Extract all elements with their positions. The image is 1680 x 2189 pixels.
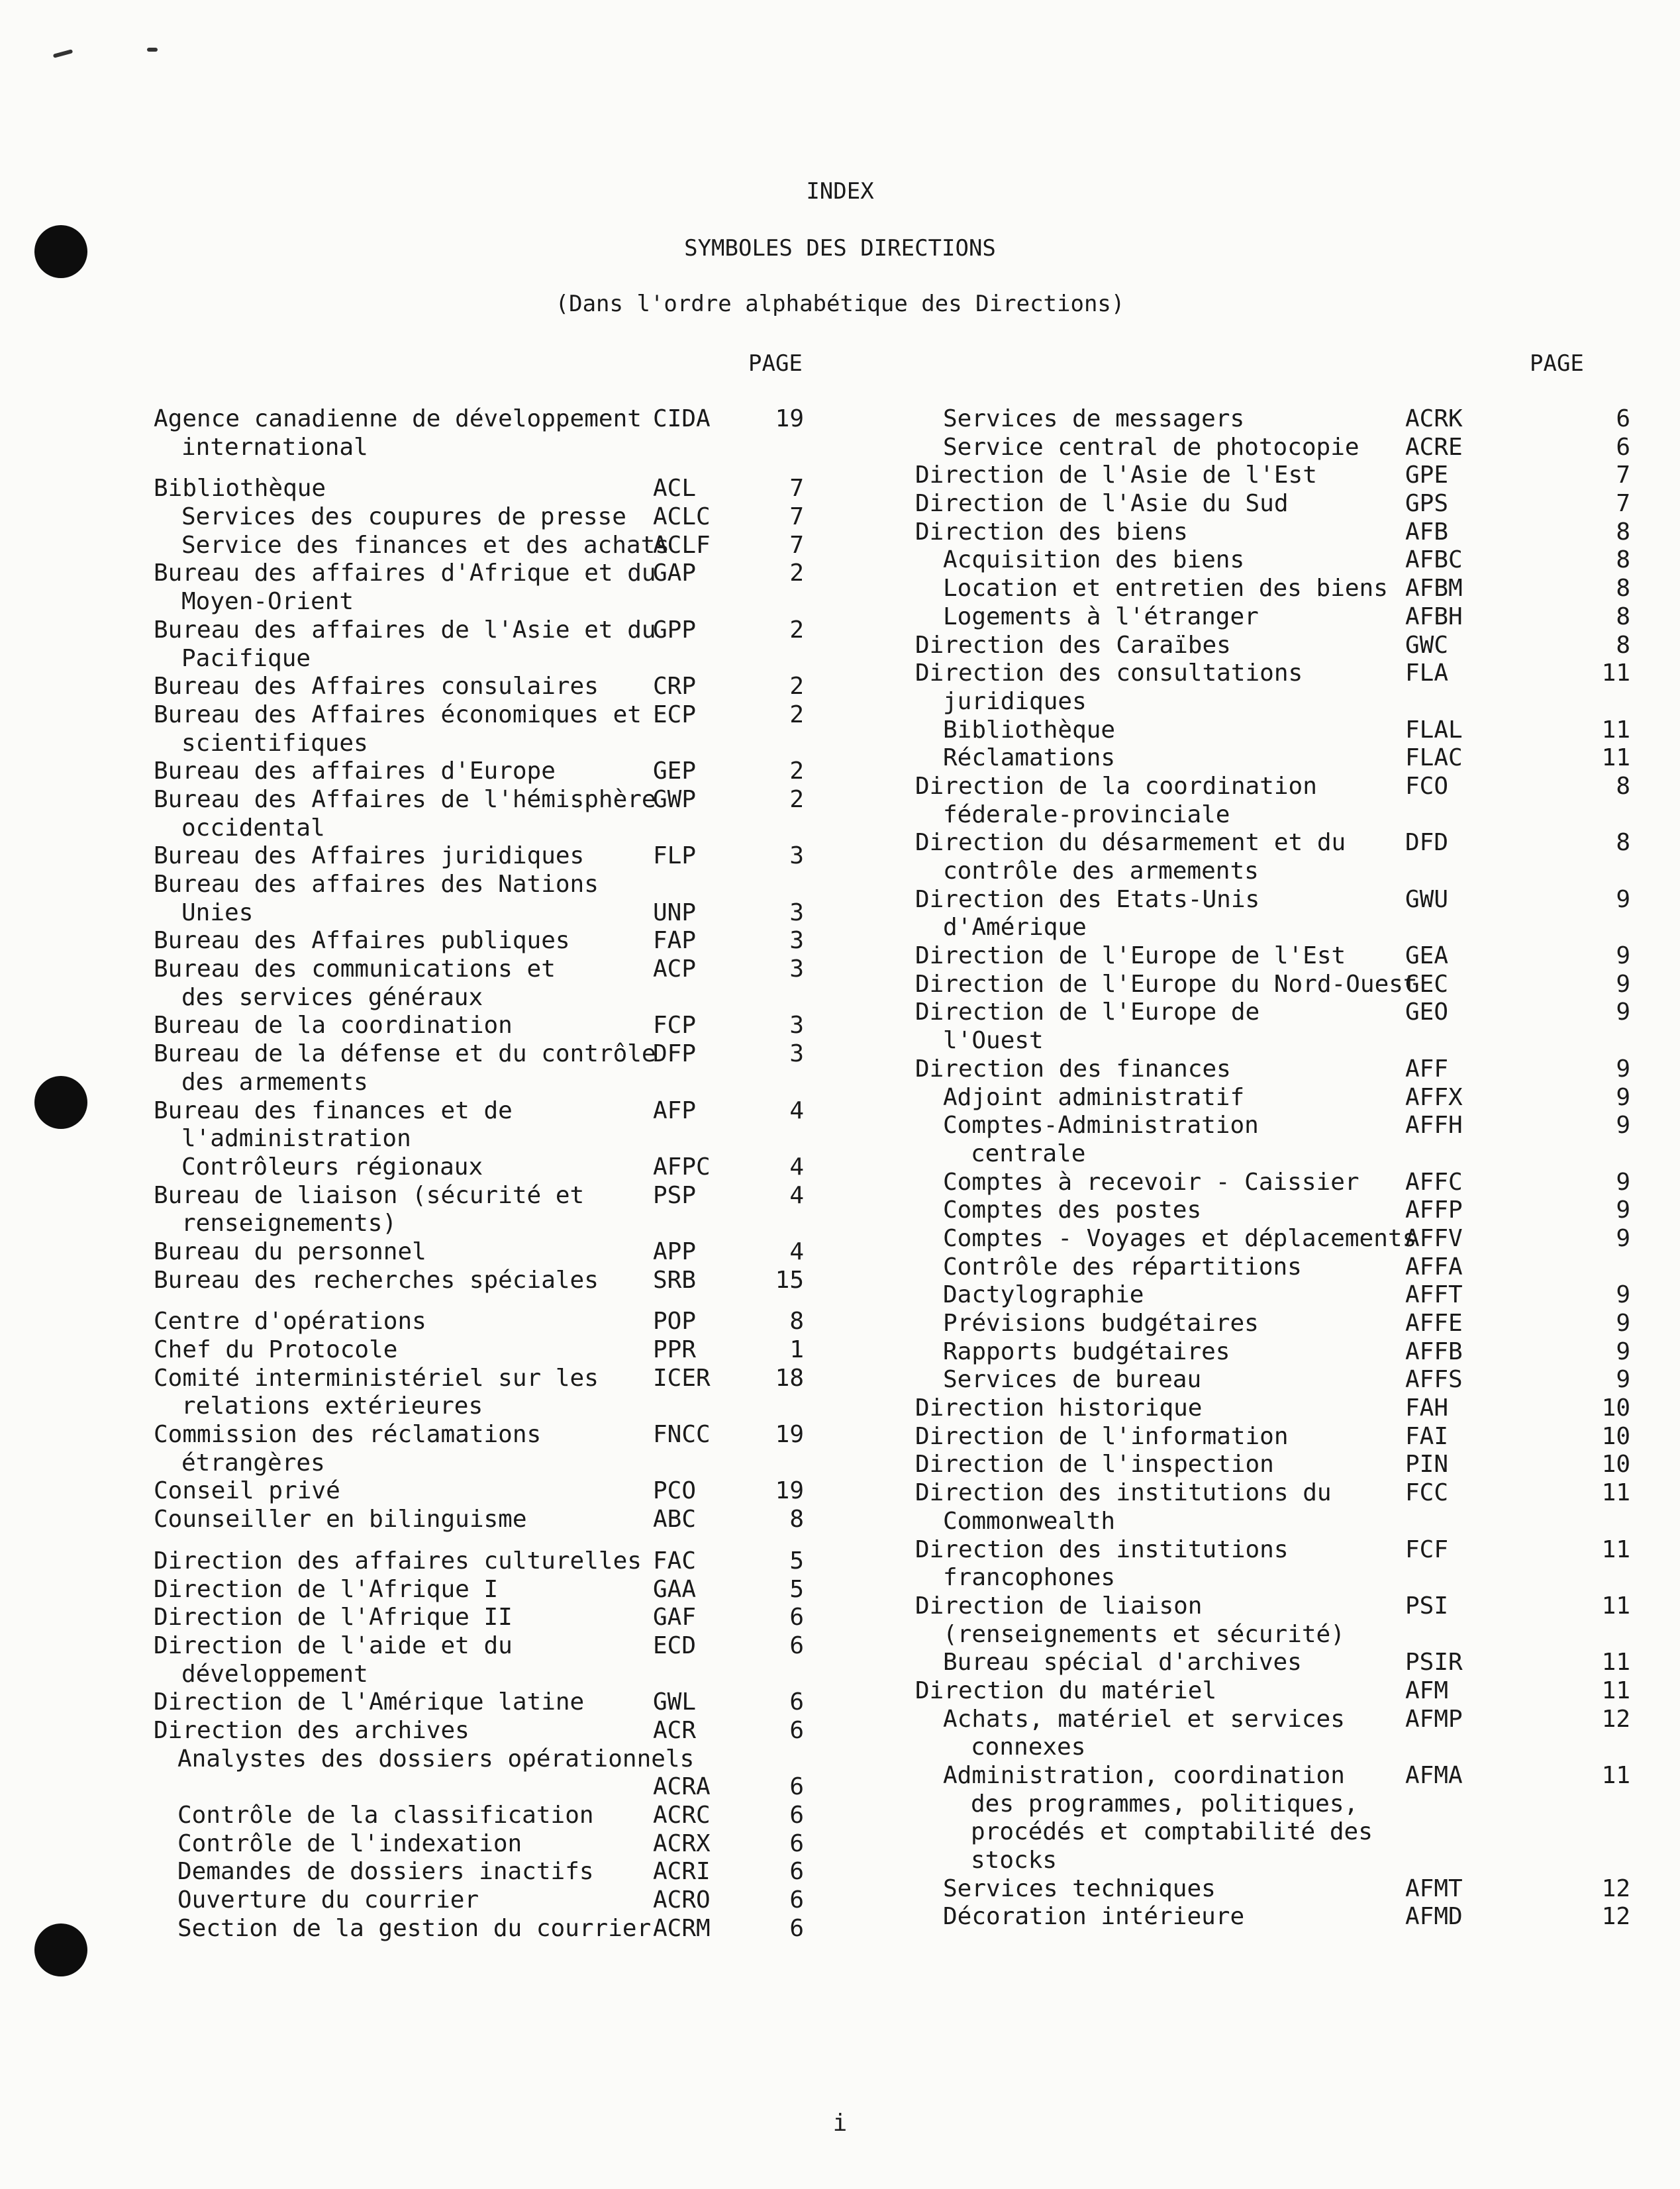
entry-label: Direction de l'Europe de <box>915 998 1260 1026</box>
entry-label: Location et entretien des biens <box>943 575 1388 603</box>
entry-label: Bureau de la coordination <box>154 1012 513 1040</box>
entry-symbol: AFP <box>653 1096 697 1124</box>
entry-label: Comptes à recevoir - Caissier <box>943 1168 1359 1196</box>
entry-page: 2 <box>789 757 804 785</box>
entry-symbol: ABC <box>653 1506 697 1533</box>
page-column-header-left: PAGE <box>748 350 803 377</box>
entry-label: Bureau de la défense et du contrôle <box>154 1040 656 1068</box>
entry-symbol: FLAL <box>1405 716 1463 744</box>
entry-symbol: DFD <box>1405 829 1449 857</box>
scan-mark <box>147 48 158 52</box>
entry-label: juridiques <box>943 687 1087 715</box>
entry-label: Contrôleurs régionaux <box>181 1153 483 1181</box>
entry-symbol: GWC <box>1405 631 1449 659</box>
entry-symbol: ACRM <box>653 1914 711 1942</box>
entry-symbol: PSP <box>653 1181 697 1209</box>
entry-page: 9 <box>1616 1281 1630 1309</box>
entry-symbol: ACRI <box>653 1858 711 1886</box>
entry-label: féderale-provinciale <box>943 801 1230 828</box>
entry-label: Section de la gestion du courrier <box>177 1914 652 1942</box>
entry-label: Direction des institutions du <box>915 1479 1332 1507</box>
entry-page: 3 <box>789 842 804 870</box>
entry-page: 6 <box>789 1802 804 1829</box>
entry-page: 8 <box>1616 631 1630 659</box>
entry-page: 2 <box>789 673 804 701</box>
entry-label: Bureau des affaires d'Afrique et du <box>154 559 656 587</box>
punch-hole-bottom <box>34 1923 87 1976</box>
entry-label: contrôle des armements <box>943 857 1259 885</box>
entry-symbol: GWL <box>653 1688 697 1716</box>
entry-symbol: AFMT <box>1405 1874 1463 1902</box>
entry-page: 2 <box>789 616 804 644</box>
entry-symbol: GEA <box>1405 942 1449 970</box>
entry-symbol: FCC <box>1405 1479 1449 1507</box>
entry-page: 9 <box>1616 1196 1630 1224</box>
entry-symbol: FCP <box>653 1012 697 1040</box>
scan-mark <box>53 49 74 58</box>
entry-symbol: GAA <box>653 1575 697 1603</box>
entry-page: 15 <box>775 1266 804 1294</box>
entry-label: l'administration <box>181 1125 411 1153</box>
page-title: INDEX <box>806 178 874 205</box>
entry-symbol: AFMP <box>1405 1705 1463 1733</box>
entry-label: Direction de l'Europe du Nord-Ouest <box>915 970 1418 998</box>
entry-page: 6 <box>789 1716 804 1744</box>
entry-label: Direction de la coordination <box>915 772 1317 800</box>
entry-symbol: GPP <box>653 616 697 644</box>
entry-label: Direction de liaison <box>915 1592 1203 1620</box>
entry-label: Direction de l'Asie du Sud <box>915 490 1289 518</box>
entry-page: 8 <box>1616 546 1630 574</box>
entry-label: Direction des Etats-Unis <box>915 885 1260 913</box>
entry-label: Centre d'opérations <box>154 1308 426 1336</box>
entry-page: 6 <box>789 1858 804 1886</box>
entry-page: 7 <box>789 475 804 503</box>
entry-label: Direction des consultations <box>915 659 1303 687</box>
entry-page: 19 <box>775 1421 804 1449</box>
entry-symbol: GWU <box>1405 885 1449 913</box>
entry-page: 7 <box>789 531 804 559</box>
entry-label: d'Amérique <box>943 914 1087 942</box>
entry-symbol: SRB <box>653 1266 697 1294</box>
entry-label: Conseil privé <box>154 1477 340 1505</box>
entry-page: 8 <box>1616 518 1630 546</box>
entry-page: 11 <box>1601 659 1630 687</box>
entry-page: 9 <box>1616 1366 1630 1394</box>
entry-label: Bureau des finances et de <box>154 1096 513 1124</box>
entry-symbol: AFF <box>1405 1055 1449 1083</box>
entry-label: Bureau des Affaires juridiques <box>154 842 585 870</box>
entry-symbol: FAP <box>653 927 697 955</box>
entry-page: 6 <box>1616 405 1630 432</box>
entry-symbol: AFFC <box>1405 1168 1463 1196</box>
entry-symbol: POP <box>653 1308 697 1336</box>
entry-label: Bureau des Affaires économiques et <box>154 701 642 728</box>
entry-label: Dactylographie <box>943 1281 1144 1309</box>
entry-label: Bibliothèque <box>943 716 1116 744</box>
entry-label: Demandes de dossiers inactifs <box>177 1858 594 1886</box>
entry-page: 19 <box>775 1477 804 1505</box>
entry-label: Direction des institutions <box>915 1535 1289 1563</box>
entry-symbol: CRP <box>653 673 697 701</box>
entry-symbol: ICER <box>653 1364 711 1392</box>
entry-label: scientifiques <box>181 729 368 757</box>
entry-label: Direction du désarmement et du <box>915 829 1346 857</box>
entry-label: des services généraux <box>181 983 483 1011</box>
entry-page: 11 <box>1601 1762 1630 1789</box>
entry-symbol: FNCC <box>653 1421 711 1449</box>
entry-label: étrangères <box>181 1449 325 1477</box>
entry-label: Direction de l'information <box>915 1422 1289 1450</box>
entry-page: 11 <box>1601 1677 1630 1704</box>
entry-page: 11 <box>1601 1535 1630 1563</box>
entry-symbol: UNP <box>653 899 697 926</box>
entry-page: 11 <box>1601 1649 1630 1677</box>
entry-page: 9 <box>1616 1055 1630 1083</box>
entry-page: 9 <box>1616 970 1630 998</box>
entry-symbol: GEO <box>1405 998 1449 1026</box>
entry-label: Bureau des Affaires publiques <box>154 927 570 955</box>
entry-page: 9 <box>1616 1338 1630 1365</box>
entry-page: 2 <box>789 785 804 813</box>
entry-symbol: AFFT <box>1405 1281 1463 1309</box>
entry-symbol: FAC <box>653 1547 697 1575</box>
entry-label: occidental <box>181 814 325 842</box>
entry-symbol: AFFB <box>1405 1338 1463 1365</box>
entry-label: stocks <box>971 1847 1058 1874</box>
entry-page: 8 <box>1616 829 1630 857</box>
entry-label: Logements à l'étranger <box>943 603 1259 630</box>
entry-label: Prévisions budgétaires <box>943 1310 1259 1337</box>
entry-symbol: GEP <box>653 757 697 785</box>
entry-label: relations extérieures <box>181 1392 483 1420</box>
entry-label: Service central de photocopie <box>943 433 1359 461</box>
entry-label: Direction de l'inspection <box>915 1451 1274 1479</box>
entry-label: Chef du Protocole <box>154 1336 398 1363</box>
entry-symbol: ECD <box>653 1631 697 1659</box>
entry-label: Contrôle de l'indexation <box>177 1829 522 1857</box>
entry-label: Bureau de liaison (sécurité et <box>154 1181 585 1209</box>
entry-label: Direction de l'Afrique II <box>154 1604 513 1631</box>
entry-label: des programmes, politiques, <box>971 1790 1359 1818</box>
entry-label: développement <box>181 1660 368 1688</box>
page-subtitle: SYMBOLES DES DIRECTIONS <box>684 235 996 262</box>
entry-page: 8 <box>789 1506 804 1533</box>
entry-symbol: FLA <box>1405 659 1449 687</box>
entry-symbol: AFBH <box>1405 603 1463 630</box>
entry-page: 11 <box>1601 1592 1630 1620</box>
entry-label: Achats, matériel et services <box>943 1705 1345 1733</box>
entry-symbol: AFMA <box>1405 1762 1463 1789</box>
entry-page: 4 <box>789 1181 804 1209</box>
entry-label: Direction de l'aide et du <box>154 1631 513 1659</box>
entry-page: 4 <box>789 1096 804 1124</box>
entry-symbol: AFFV <box>1405 1224 1463 1252</box>
entry-page: 19 <box>775 405 804 432</box>
entry-page: 11 <box>1601 716 1630 744</box>
entry-symbol: ACRK <box>1405 405 1463 432</box>
entry-symbol: CIDA <box>653 405 711 432</box>
entry-label: Comptes-Administration <box>943 1112 1259 1140</box>
entry-page: 6 <box>789 1773 804 1801</box>
entry-label: Comptes des postes <box>943 1196 1202 1224</box>
entry-label: Moyen-Orient <box>181 588 354 616</box>
entry-label: Bureau des affaires d'Europe <box>154 757 556 785</box>
entry-symbol: FAH <box>1405 1394 1449 1422</box>
entry-symbol: ACLF <box>653 531 711 559</box>
entry-symbol: ACL <box>653 475 697 503</box>
entry-label: international <box>181 433 368 461</box>
entry-page: 6 <box>789 1914 804 1942</box>
entry-page: 5 <box>789 1547 804 1575</box>
entry-symbol: ECP <box>653 701 697 728</box>
entry-label: centrale <box>971 1140 1086 1167</box>
entry-page: 2 <box>789 701 804 728</box>
entry-page: 9 <box>1616 1310 1630 1337</box>
entry-symbol: GAF <box>653 1604 697 1631</box>
entry-symbol: AFMD <box>1405 1903 1463 1931</box>
entry-symbol: ACP <box>653 955 697 983</box>
entry-label: l'Ouest <box>943 1027 1044 1055</box>
entry-symbol: GWP <box>653 785 697 813</box>
entry-page: 2 <box>789 559 804 587</box>
entry-label: Bureau des communications et <box>154 955 556 983</box>
entry-symbol: ACR <box>653 1716 697 1744</box>
entry-symbol: GPE <box>1405 462 1449 489</box>
entry-symbol: GEC <box>1405 970 1449 998</box>
entry-page: 8 <box>1616 772 1630 800</box>
entry-page: 4 <box>789 1153 804 1181</box>
entry-page: 18 <box>775 1364 804 1392</box>
entry-label: Réclamations <box>943 744 1116 772</box>
entry-label: Bureau des affaires de l'Asie et du <box>154 616 656 644</box>
entry-label: Décoration intérieure <box>943 1903 1245 1931</box>
entry-page: 4 <box>789 1238 804 1265</box>
entry-symbol: AFB <box>1405 518 1449 546</box>
entry-label: Direction de l'Amérique latine <box>154 1688 585 1716</box>
entry-symbol: FCF <box>1405 1535 1449 1563</box>
entry-page: 9 <box>1616 942 1630 970</box>
entry-page: 7 <box>1616 462 1630 489</box>
entry-label: Service des finances et des achats <box>181 531 669 559</box>
entry-label: Direction de l'Asie de l'Est <box>915 462 1317 489</box>
entry-symbol: FLP <box>653 842 697 870</box>
entry-symbol: ACRC <box>653 1802 711 1829</box>
entry-label: Direction des biens <box>915 518 1188 546</box>
entry-page: 11 <box>1601 1479 1630 1507</box>
entry-page: 12 <box>1601 1874 1630 1902</box>
entry-label: francophones <box>943 1564 1116 1592</box>
entry-label: Agence canadienne de développement <box>154 405 642 432</box>
entry-symbol: ACRE <box>1405 433 1463 461</box>
entry-page: 3 <box>789 1040 804 1068</box>
entry-label: Bureau du personnel <box>154 1238 426 1265</box>
entry-label: Acquisition des biens <box>943 546 1245 574</box>
entry-label: Direction de l'Europe de l'Est <box>915 942 1346 970</box>
entry-page: 8 <box>1616 603 1630 630</box>
entry-page: 10 <box>1601 1422 1630 1450</box>
entry-label: Direction des finances <box>915 1055 1231 1083</box>
entry-label: Direction des Caraïbes <box>915 631 1231 659</box>
entry-label: Unies <box>181 899 254 926</box>
entry-label: Services de messagers <box>943 405 1245 432</box>
entry-label: Direction de l'Afrique I <box>154 1575 499 1603</box>
entry-page: 9 <box>1616 998 1630 1026</box>
entry-page: 12 <box>1601 1903 1630 1931</box>
entry-page: 6 <box>789 1604 804 1631</box>
punch-hole-middle <box>34 1076 87 1129</box>
entry-page: 7 <box>789 503 804 531</box>
entry-label: Commonwealth <box>943 1507 1116 1535</box>
entry-symbol: AFFH <box>1405 1112 1463 1140</box>
entry-page: 8 <box>1616 575 1630 603</box>
entry-symbol: PIN <box>1405 1451 1449 1479</box>
entry-label: Bibliothèque <box>154 475 326 503</box>
entry-label: Direction du matériel <box>915 1677 1217 1704</box>
entry-page: 8 <box>789 1308 804 1336</box>
entry-symbol: AFBC <box>1405 546 1463 574</box>
entry-label: Comptes - Voyages et déplacements <box>943 1224 1417 1252</box>
entry-label: Commission des réclamations <box>154 1421 542 1449</box>
entry-page: 10 <box>1601 1394 1630 1422</box>
entry-page: 6 <box>789 1829 804 1857</box>
entry-page: 11 <box>1601 744 1630 772</box>
entry-symbol: ACRA <box>653 1773 711 1801</box>
entry-page: 3 <box>789 927 804 955</box>
entry-symbol: PCO <box>653 1477 697 1505</box>
entry-symbol: AFM <box>1405 1677 1449 1704</box>
entry-label: des armements <box>181 1068 368 1096</box>
entry-label: Ouverture du courrier <box>177 1886 479 1914</box>
entry-symbol: ACLC <box>653 503 711 531</box>
entry-label: Rapports budgétaires <box>943 1338 1230 1365</box>
entry-label: Bureau spécial d'archives <box>943 1649 1302 1677</box>
entry-label: renseignements) <box>181 1210 397 1238</box>
entry-page: 3 <box>789 899 804 926</box>
entry-label: Administration, coordination <box>943 1762 1345 1789</box>
entry-label: Analystes des dossiers opérationnels <box>177 1745 695 1773</box>
entry-page: 9 <box>1616 1224 1630 1252</box>
entry-label: procédés et comptabilité des <box>971 1818 1373 1846</box>
entry-label: Bureau des affaires des Nations <box>154 871 599 898</box>
entry-label: Bureau des Affaires consulaires <box>154 673 599 701</box>
entry-page: 6 <box>1616 433 1630 461</box>
entry-page: 10 <box>1601 1451 1630 1479</box>
entry-page: 9 <box>1616 1112 1630 1140</box>
entry-page: 9 <box>1616 1168 1630 1196</box>
entry-label: Services de bureau <box>943 1366 1202 1394</box>
entry-symbol: GPS <box>1405 490 1449 518</box>
entry-symbol: AFBM <box>1405 575 1463 603</box>
entry-page: 9 <box>1616 885 1630 913</box>
entry-symbol: AFFE <box>1405 1310 1463 1337</box>
entry-page: 3 <box>789 955 804 983</box>
entry-label: Direction des affaires culturelles <box>154 1547 642 1575</box>
entry-label: (renseignements et sécurité) <box>943 1620 1345 1648</box>
entry-label: Services techniques <box>943 1874 1216 1902</box>
entry-symbol: AFPC <box>653 1153 711 1181</box>
entry-label: connexes <box>971 1733 1086 1761</box>
entry-page: 12 <box>1601 1705 1630 1733</box>
entry-symbol: AFFP <box>1405 1196 1463 1224</box>
entry-page: 7 <box>1616 490 1630 518</box>
entry-label: Contrôle des répartitions <box>943 1253 1302 1281</box>
entry-symbol: FCO <box>1405 772 1449 800</box>
entry-label: Comité interministériel sur les <box>154 1364 599 1392</box>
entry-symbol: PPR <box>653 1336 697 1363</box>
entry-label: Contrôle de la classification <box>177 1802 594 1829</box>
entry-symbol: PSIR <box>1405 1649 1463 1677</box>
entry-page: 1 <box>789 1336 804 1363</box>
entry-symbol: APP <box>653 1238 697 1265</box>
entry-label: Adjoint administratif <box>943 1083 1245 1111</box>
entry-symbol: DFP <box>653 1040 697 1068</box>
ordering-note: (Dans l'ordre alphabétique des Directions) <box>555 291 1125 317</box>
entry-label: Bureau des Affaires de l'hémisphère <box>154 785 656 813</box>
page-number: i <box>832 2110 848 2137</box>
entry-page: 6 <box>789 1688 804 1716</box>
entry-symbol: ACRX <box>653 1829 711 1857</box>
entry-label: Direction des archives <box>154 1716 469 1744</box>
entry-label: Pacifique <box>181 644 311 672</box>
entry-symbol: FAI <box>1405 1422 1449 1450</box>
entry-page: 3 <box>789 1012 804 1040</box>
entry-label: Bureau des recherches spéciales <box>154 1266 599 1294</box>
entry-symbol: GAP <box>653 559 697 587</box>
entry-symbol: AFFS <box>1405 1366 1463 1394</box>
entry-label: Counseiller en bilinguisme <box>154 1506 527 1533</box>
entry-page: 5 <box>789 1575 804 1603</box>
entry-symbol: PSI <box>1405 1592 1449 1620</box>
entry-label: Services des coupures de presse <box>181 503 626 531</box>
entry-symbol: FLAC <box>1405 744 1463 772</box>
entry-page: 6 <box>789 1631 804 1659</box>
page-column-header-right: PAGE <box>1530 350 1584 377</box>
entry-symbol: ACRO <box>653 1886 711 1914</box>
entry-page: 6 <box>789 1886 804 1914</box>
entry-symbol: AFFX <box>1405 1083 1463 1111</box>
entry-symbol: AFFA <box>1405 1253 1463 1281</box>
entry-label: Direction historique <box>915 1394 1203 1422</box>
entry-page: 9 <box>1616 1083 1630 1111</box>
